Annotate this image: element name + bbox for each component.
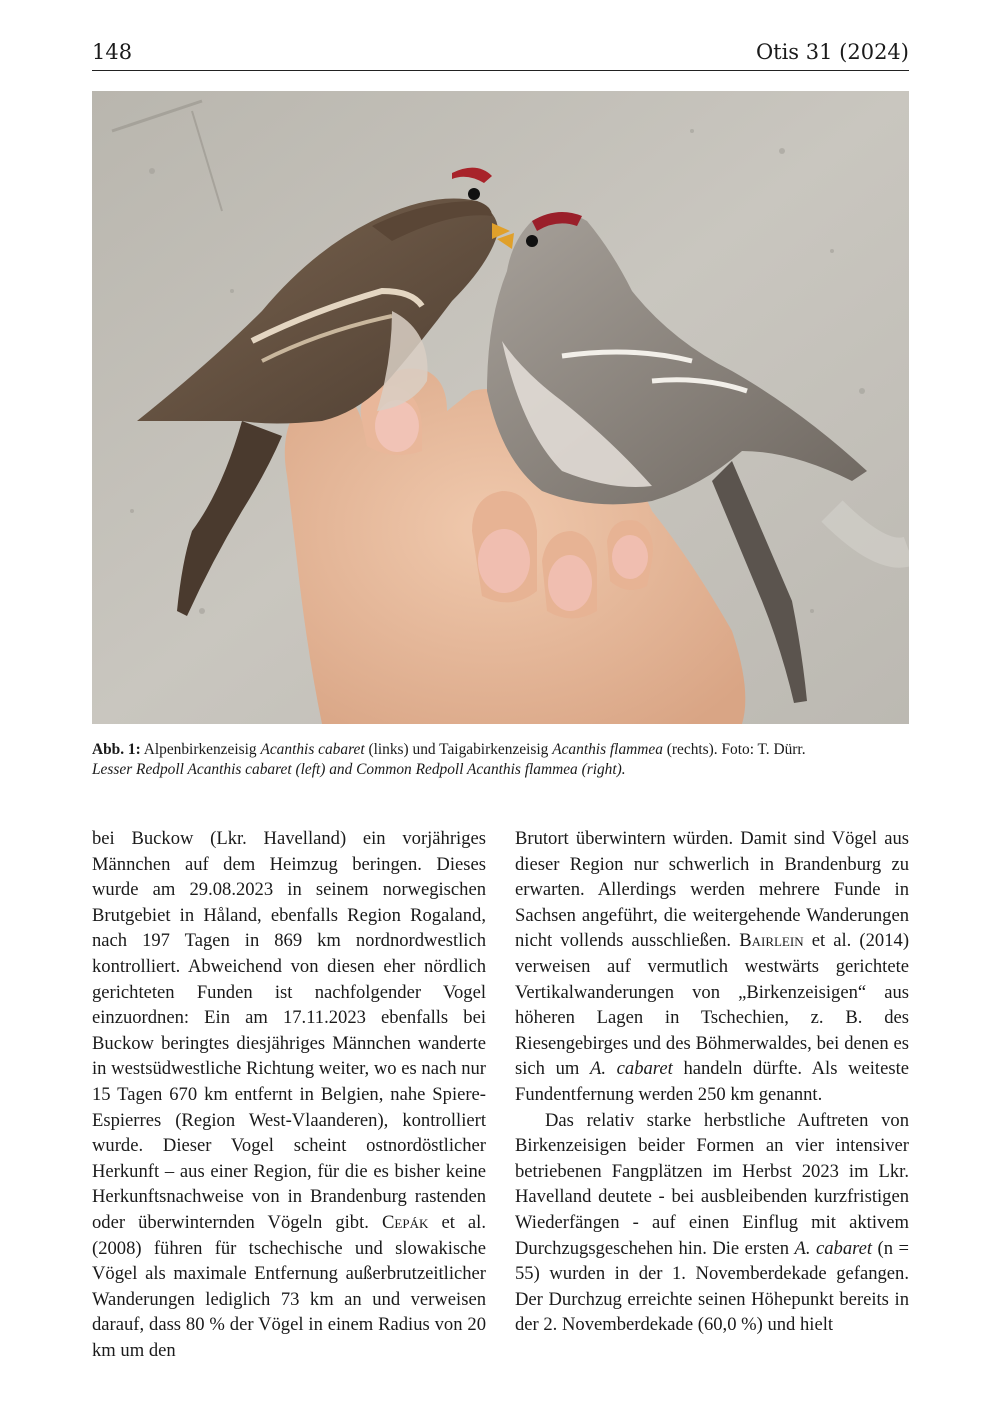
- right-paragraph-2: [515, 1108, 909, 1338]
- left-paragraph: [92, 826, 486, 1363]
- right-paragraph-1: [515, 826, 909, 1108]
- caption-de-species1: Acanthis cabaret: [260, 741, 365, 758]
- figure-photo-redpolls: [92, 91, 909, 724]
- caption-de-part1: Alpenbirkenzeisig: [143, 741, 257, 758]
- left-p1-tail: et al. (2008) führen für tschechische und slowakische Vögel als maximale Entfernung außerbrutzeitlicher Wanderungen lediglich 73 km an und verweisen darauf, dass 80 % der Vögel in einem Radius von 20 km um den: [92, 1211, 486, 1361]
- page-number: 148: [92, 40, 133, 64]
- figure-caption: [92, 740, 909, 780]
- caption-en: Lesser Redpoll Acanthis cabaret (left) and Common Redpoll Acanthis flammea (right).: [92, 761, 626, 778]
- left-p1-text: bei Buckow (Lkr. Havelland) ein vorjähriges Männchen auf dem Heimzug beringen. Dieses wurde am 29.08.2023 in seinem norwegischen Brutgebiet in Håland, ebenfalls Region Rogaland, nach 197 Tagen in 869 km nordnordwestlich kontrolliert. Abweichend von diesen eher nördlich gerichteten Funden ist nachfolgender Vogel einzuordnen: Ein am 17.11.2023 ebenfalls bei Buckow beringtes diesjähriges Männchen wanderte in westsüdwestliche Richtung weiter, wo es nach nur 15 Tagen 670 km entfernt in Belgien, nahe Spiere-Espierres (Region West-Vlaanderen), kontrolliert wurde. Dieser Vogel scheint ostnordöstlicher Herkunft – aus einer Region, für die es bisher keine Herkunftsnachweise von in Brandenburg rastenden oder überwinternden Vögeln gibt.: [92, 828, 486, 1233]
- figure-label: Abb. 1:: [92, 741, 141, 758]
- right-p2-b: (n = 55) wurden in der 1. Novemberdekade gefangen. Der Durchzug erreichte seinen Höhepunkt bereits in der 2. Novemberdekade (60,0 %) und hielt: [515, 1237, 909, 1336]
- right-p2-species: A. cabaret: [794, 1237, 873, 1259]
- author-cepak: Cepák: [382, 1211, 429, 1233]
- journal-citation: Otis 31 (2024): [755, 40, 909, 64]
- right-p1-a: Brutort überwintern würden. Damit sind Vögel aus dieser Region nur schwerlich in Brandenburg zu erwarten. Allerdings werden mehrere Funde in Sachsen angeführt, die weitergehende Wanderungen nicht vollends ausschließen.: [515, 828, 909, 952]
- author-bairlein: Bairlein: [739, 930, 804, 952]
- right-p1-c: handeln dürfte. Als weiteste Fundentfernung werden 250 km genannt.: [515, 1058, 909, 1105]
- right-text-column: [515, 826, 909, 1338]
- caption-de-part2: (links) und Taigabirkenzeisig: [368, 741, 549, 758]
- caption-de-part3: (rechts). Foto: T. Dürr.: [666, 741, 806, 758]
- left-text-column: [92, 826, 486, 1363]
- page-header: [92, 40, 909, 71]
- right-p1-species: A. cabaret: [590, 1058, 673, 1080]
- right-p1-b: et al. (2014) verweisen auf vermutlich westwärts gerichtete Vertikalwanderungen von „Birkenzeisigen“ aus höheren Lagen in Tschechien, z. B. des Riesengebirges und des Böhmerwaldes, bei denen es sich um: [515, 930, 910, 1080]
- caption-de-species2: Acanthis flammea: [552, 741, 663, 758]
- right-p2-a: Das relativ starke herbstliche Auftreten von Birkenzeisigen beider Formen an vier intensiver betriebenen Fangplätzen im Herbst 2023 im Lkr. Havelland deutete - bei ausbleibenden kurzfristigen Wiederfängen - auf einen Einflug mit aktivem Durchzugsgeschehen hin. Die ersten: [515, 1109, 909, 1259]
